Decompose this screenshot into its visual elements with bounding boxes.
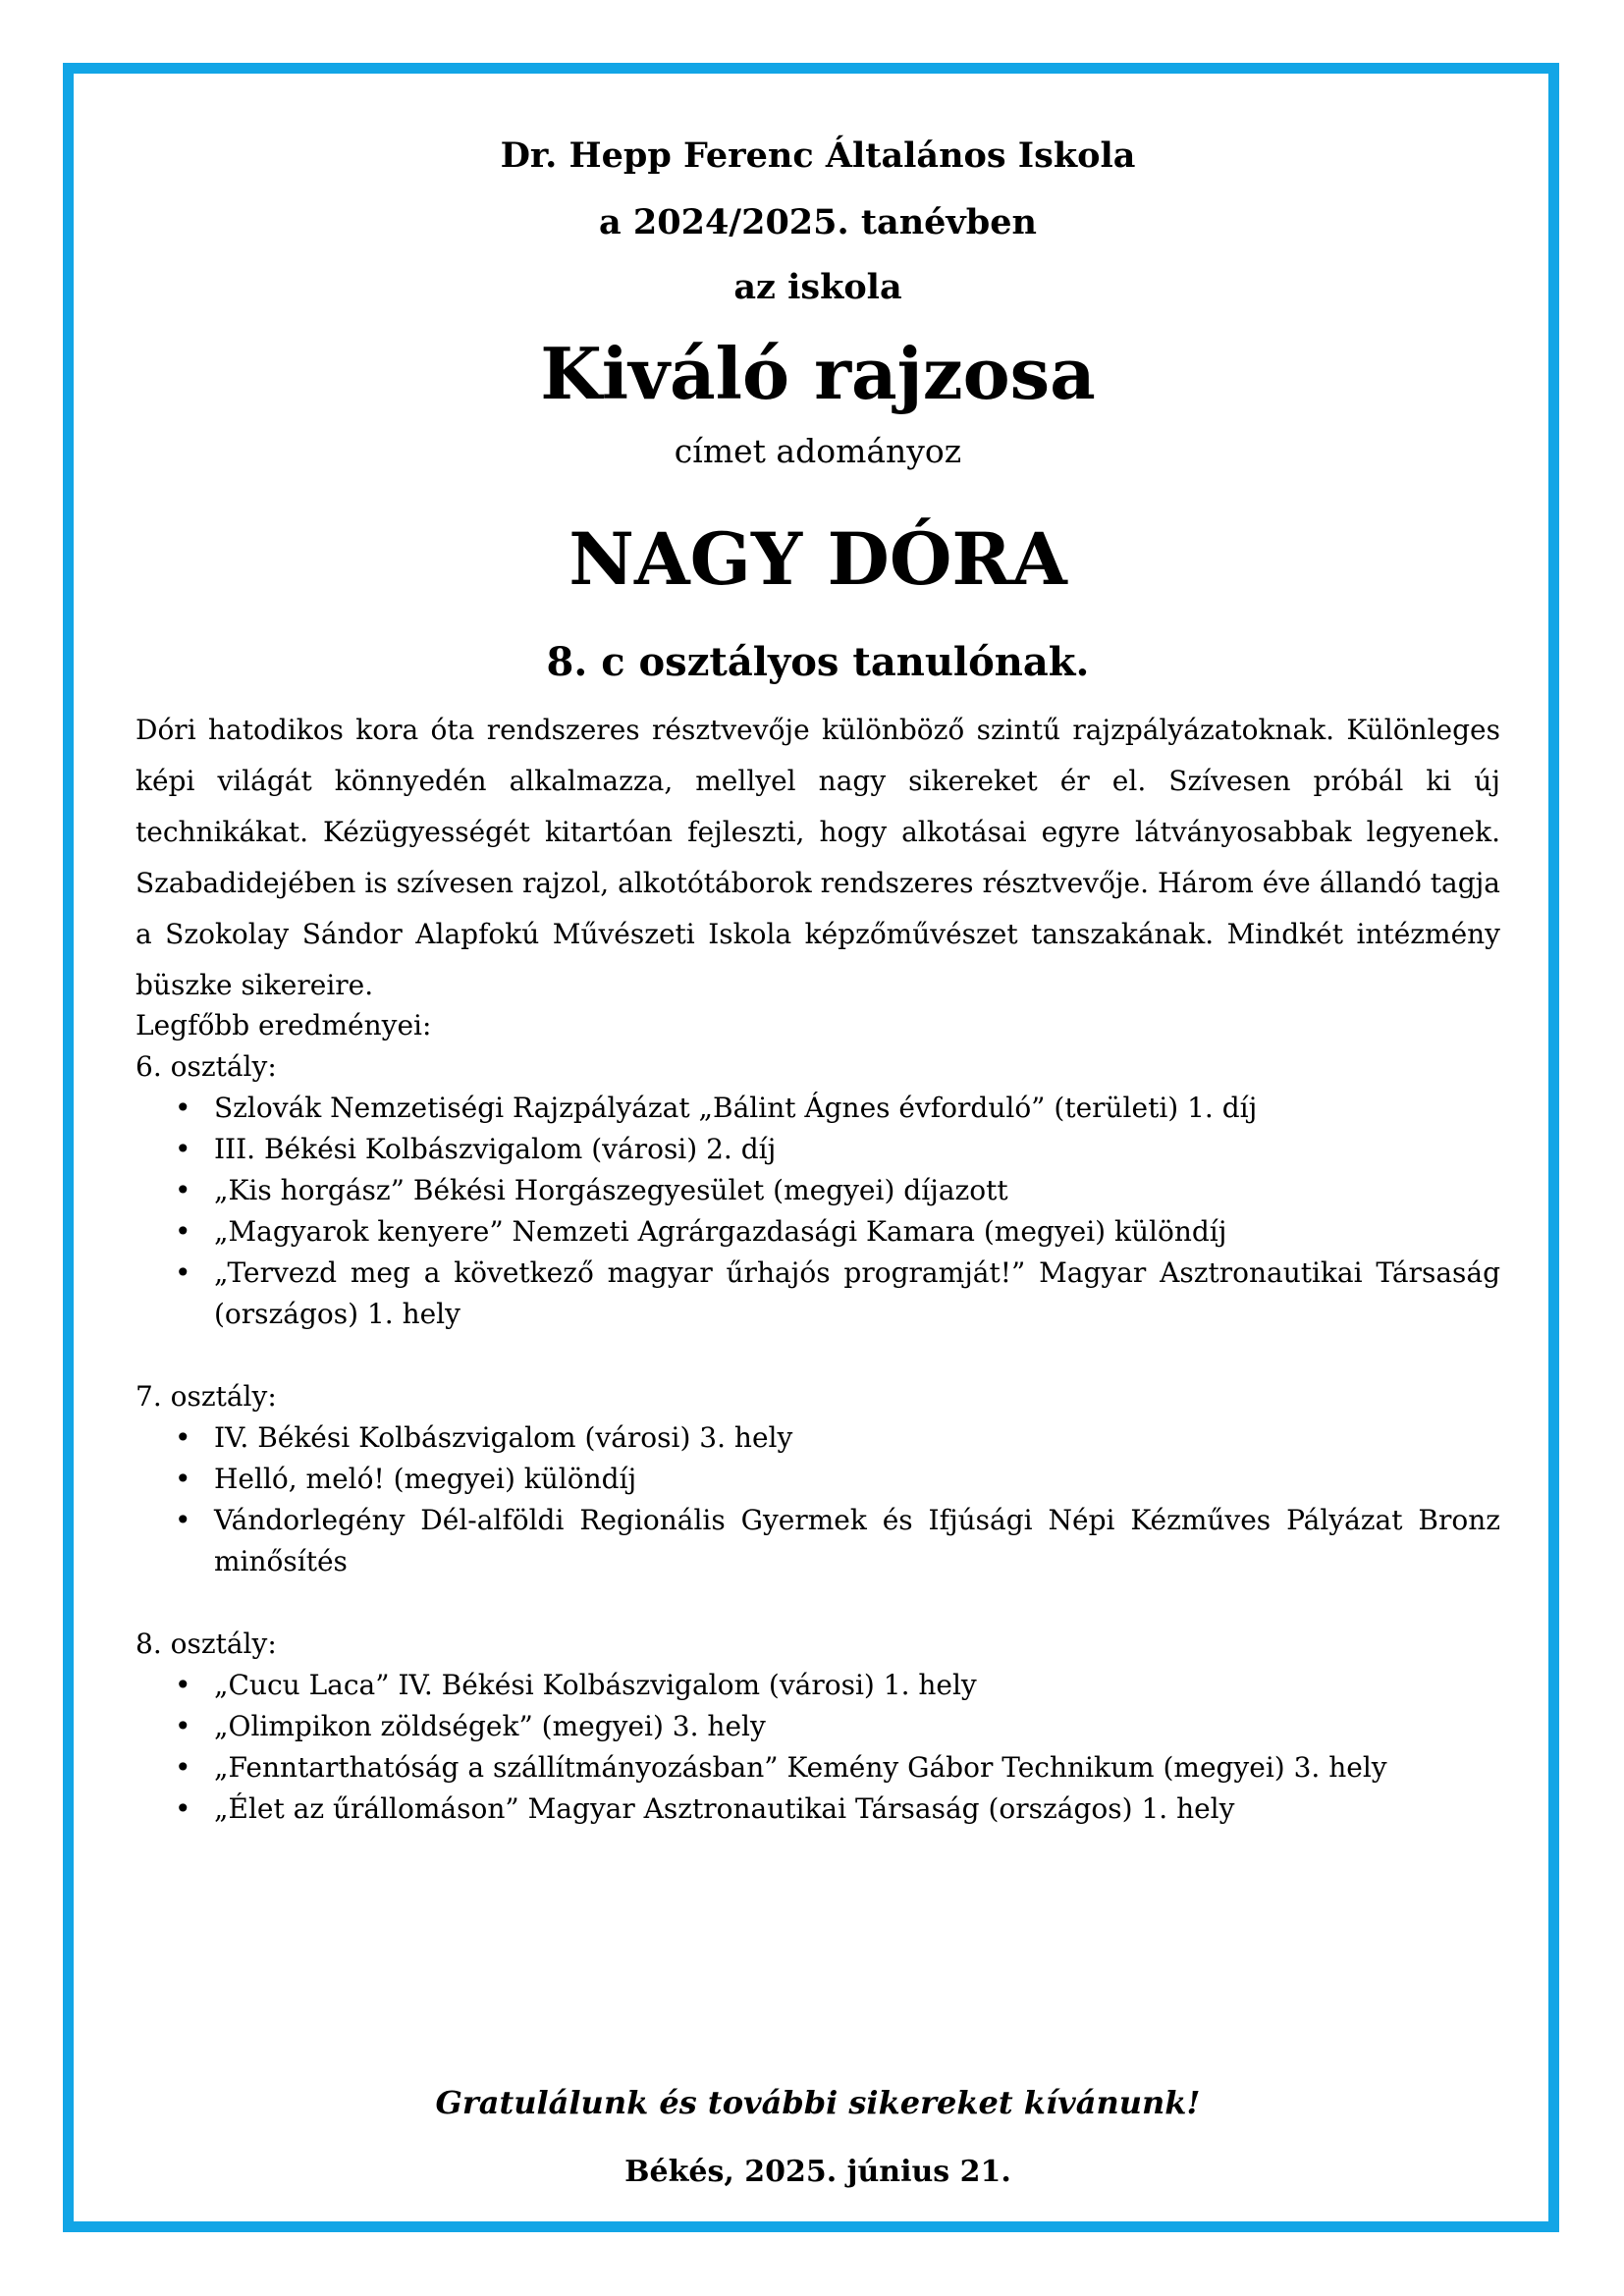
list-item: • „Olimpikon zöldségek” (megyei) 3. hely: [214, 1706, 1500, 1747]
list-item: • „Tervezd meg a következő magyar űrhajós programját!” Magyar Asztronautikai Társaság (országos) 1. hely: [214, 1253, 1500, 1335]
grade-label-6: 6. osztály:: [135, 1050, 277, 1083]
list-item: • Vándorlegény Dél-alföldi Regionális Gyermek és Ifjúsági Népi Kézműves Pályázat Bronz minősítés: [214, 1500, 1500, 1582]
results-heading: Legfőbb eredményei:: [135, 1009, 432, 1041]
spacer: [135, 1582, 1500, 1624]
school-year: a 2024/2025. tanévben: [599, 202, 1037, 242]
grade-label-7: 7. osztály:: [135, 1380, 277, 1413]
award-subtitle: címet adományoz: [674, 432, 962, 470]
list-item: • „Cucu Laca” IV. Békési Kolbászvigalom (városi) 1. hely: [214, 1665, 1500, 1706]
spacer: [135, 1335, 1500, 1376]
list-item: • „Élet az űrállomáson” Magyar Asztronautikai Társaság (országos) 1. hely: [214, 1789, 1500, 1830]
list-item: • Szlovák Nemzetiségi Rajzpályázat „Bálint Ágnes évforduló” (területi) 1. díj: [214, 1088, 1500, 1129]
student-name: NAGY DÓRA: [568, 517, 1067, 602]
place-date: Békés, 2025. június 21.: [624, 2155, 1011, 2189]
list-item: • Helló, meló! (megyei) különdíj: [214, 1459, 1500, 1500]
list-item: • „Kis horgász” Békési Horgászegyesület (megyei) díjazott: [214, 1170, 1500, 1211]
list-item: • „Magyarok kenyere” Nemzeti Agrárgazdasági Kamara (megyei) különdíj: [214, 1211, 1500, 1253]
grade-8-results-list: [135, 1665, 1500, 1830]
school-name: Dr. Hepp Ferenc Általános Iskola: [500, 135, 1136, 176]
issuer: az iskola: [733, 267, 902, 307]
grade-label-8: 8. osztály:: [135, 1628, 277, 1660]
list-item: • „Fenntarthatóság a szállítmányozásban” Kemény Gábor Technikum (megyei) 3. hely: [214, 1747, 1500, 1789]
list-item: • IV. Békési Kolbászvigalom (városi) 3. hely: [214, 1417, 1500, 1459]
results-section: [135, 1005, 1500, 1830]
closing-wish: Gratulálunk és további sikereket kívánunk!: [435, 2084, 1201, 2121]
student-class: 8. c osztályos tanulónak.: [546, 639, 1090, 685]
grade-6-results-list: [135, 1088, 1500, 1335]
list-item: • III. Békési Kolbászvigalom (városi) 2. díj: [214, 1129, 1500, 1170]
grade-7-results-list: [135, 1417, 1500, 1582]
award-title: Kiváló rajzosa: [540, 332, 1096, 415]
description-paragraph: Dóri hatodikos kora óta rendszeres résztvevője különböző szintű rajzpályázatoknak. Különleges képi világát könnyedén alkalmazza, mellyel nagy sikereket ér el. Szívesen próbál ki új technikákat. Kézügyességét kitartóan fejleszti, hogy alkotásai egyre látványosabbak legyenek. Szabadidejében is szívesen rajzol, alkotótáborok rendszeres résztvevője. Három éve állandó tagja a Szokolay Sándor Alapfokú Művészeti Iskola képzőművészet tanszakának. Mindkét intézmény büszke sikereire.: [135, 714, 1500, 1001]
